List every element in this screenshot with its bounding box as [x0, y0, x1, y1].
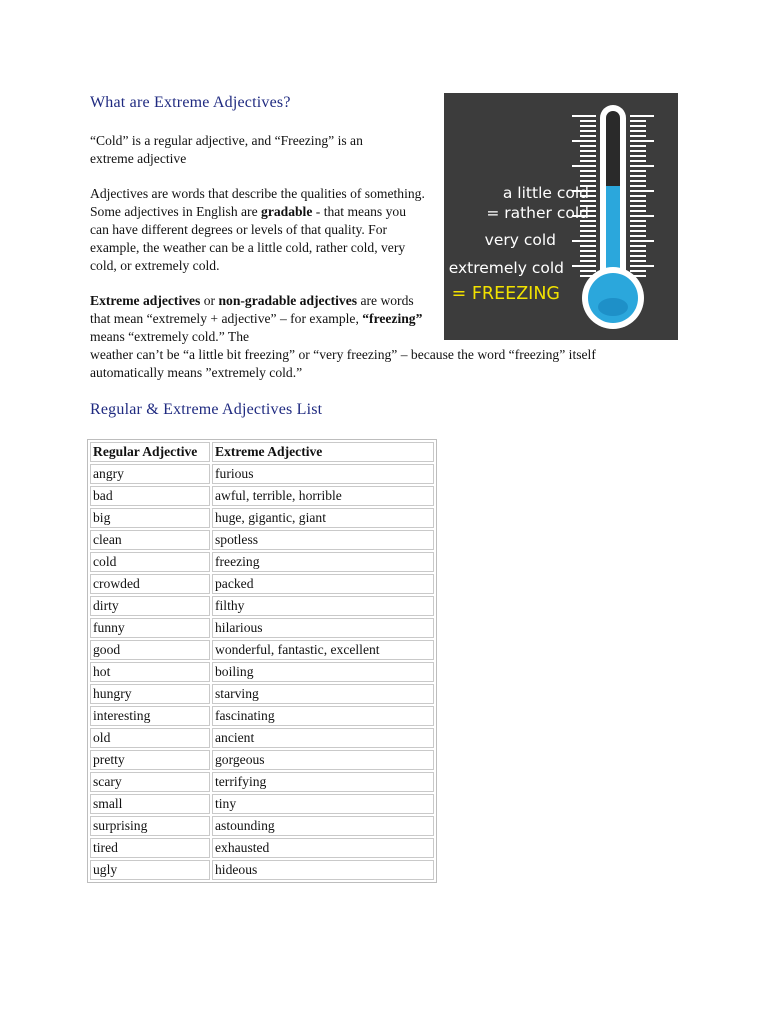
- thermometer-graphic: [444, 93, 678, 340]
- scale-tick: [630, 245, 646, 247]
- cell-regular-adjective: clean: [90, 530, 210, 550]
- cell-regular-adjective: cold: [90, 552, 210, 572]
- gradable-bold: gradable: [261, 204, 313, 219]
- scale-tick: [580, 180, 596, 182]
- scale-tick: [630, 270, 646, 272]
- scale-tick: [630, 210, 646, 212]
- table-row: [90, 486, 434, 506]
- cell-regular-adjective: angry: [90, 464, 210, 484]
- scale-tick: [580, 225, 596, 227]
- cell-extreme-adjective: starving: [212, 684, 434, 704]
- scale-tick: [580, 270, 596, 272]
- thermometer-image: [444, 93, 678, 340]
- scale-tick: [630, 225, 646, 227]
- cell-regular-adjective: big: [90, 508, 210, 528]
- cell-regular-adjective: hot: [90, 662, 210, 682]
- scale-tick: [580, 130, 596, 132]
- cell-extreme-adjective: fascinating: [212, 706, 434, 726]
- table-row: [90, 574, 434, 594]
- table-row: [90, 618, 434, 638]
- cell-extreme-adjective: boiling: [212, 662, 434, 682]
- extreme-bold-1: Extreme adjectives: [90, 293, 201, 308]
- scale-tick: [580, 245, 596, 247]
- scale-tick: [630, 140, 654, 142]
- scale-tick: [580, 260, 596, 262]
- cell-extreme-adjective: spotless: [212, 530, 434, 550]
- table-row: [90, 508, 434, 528]
- table-row: [90, 860, 434, 880]
- scale-tick: [630, 115, 654, 117]
- gradable-text-b: - that means you can have different degrees or levels of that quality. For example, the weather can be a little cold, rather cold, very cold, or extremely cold.: [90, 204, 406, 273]
- cell-regular-adjective: surprising: [90, 816, 210, 836]
- heading-extreme-adjectives: What are Extreme Adjectives?: [90, 94, 291, 111]
- cell-regular-adjective: dirty: [90, 596, 210, 616]
- gradable-text-a: Adjectives are words that describe the qualities of something. Some adjectives in English are: [90, 186, 425, 219]
- scale-tick: [630, 165, 654, 167]
- cell-extreme-adjective: gorgeous: [212, 750, 434, 770]
- thermo-label-a-little-cold: a little cold: [502, 184, 589, 202]
- cell-regular-adjective: crowded: [90, 574, 210, 594]
- scale-tick: [630, 230, 646, 232]
- extreme-bold-3: “freezing”: [362, 311, 423, 326]
- scale-tick: [630, 175, 646, 177]
- cell-extreme-adjective: hilarious: [212, 618, 434, 638]
- cell-extreme-adjective: furious: [212, 464, 434, 484]
- scale-tick: [580, 170, 596, 172]
- scale-tick: [630, 135, 646, 137]
- scale-tick: [630, 265, 654, 267]
- scale-tick: [630, 120, 646, 122]
- extreme-bold-2: non-gradable adjectives: [218, 293, 358, 308]
- cell-regular-adjective: hungry: [90, 684, 210, 704]
- table-header-row: [90, 442, 434, 462]
- scale-tick: [630, 255, 646, 257]
- thermo-label-freezing: = FREEZING: [451, 284, 560, 304]
- cell-regular-adjective: ugly: [90, 860, 210, 880]
- scale-tick: [630, 235, 646, 237]
- scale-tick: [630, 260, 646, 262]
- scale-tick: [572, 140, 596, 142]
- cell-extreme-adjective: astounding: [212, 816, 434, 836]
- table-row: [90, 838, 434, 858]
- scale-tick: [572, 115, 596, 117]
- cell-extreme-adjective: hideous: [212, 860, 434, 880]
- table-row: [90, 728, 434, 748]
- table-row: [90, 684, 434, 704]
- extreme-text-c: weather can’t be “a little bit freezing” or “very freezing” – because the word “freezing” itself automatically means ”extremely cold.”: [90, 347, 596, 380]
- cell-regular-adjective: pretty: [90, 750, 210, 770]
- scale-tick: [580, 230, 596, 232]
- scale-tick: [630, 240, 654, 242]
- extreme-or: or: [200, 293, 219, 308]
- scale-tick: [630, 170, 646, 172]
- scale-tick: [580, 120, 596, 122]
- cell-regular-adjective: scary: [90, 772, 210, 792]
- table-row: [90, 816, 434, 836]
- scale-tick: [630, 155, 646, 157]
- table-row: [90, 552, 434, 572]
- scale-tick: [630, 200, 646, 202]
- cell-extreme-adjective: exhausted: [212, 838, 434, 858]
- scale-tick: [630, 205, 646, 207]
- thermo-label-extremely-cold: extremely cold: [448, 259, 564, 277]
- table-row: [90, 640, 434, 660]
- cell-extreme-adjective: huge, gigantic, giant: [212, 508, 434, 528]
- cell-extreme-adjective: tiny: [212, 794, 434, 814]
- scale-tick: [630, 180, 646, 182]
- cell-extreme-adjective: freezing: [212, 552, 434, 572]
- gradable-paragraph: [90, 185, 425, 275]
- scale-tick: [580, 135, 596, 137]
- scale-tick: [580, 235, 596, 237]
- cell-regular-adjective: bad: [90, 486, 210, 506]
- table-row: [90, 794, 434, 814]
- cell-extreme-adjective: filthy: [212, 596, 434, 616]
- table-row: [90, 750, 434, 770]
- cell-extreme-adjective: awful, terrible, horrible: [212, 486, 434, 506]
- thermometer-bulb-shine: [598, 298, 628, 316]
- scale-tick: [580, 150, 596, 152]
- header-regular-adjective: Regular Adjective: [90, 442, 210, 462]
- table-row: [90, 772, 434, 792]
- table-row: [90, 464, 434, 484]
- table-row: [90, 530, 434, 550]
- adjectives-table: [87, 439, 437, 883]
- table-row: [90, 596, 434, 616]
- intro-paragraph: “Cold” is a regular adjective, and “Freezing” is an extreme adjective: [90, 133, 363, 166]
- scale-tick: [580, 175, 596, 177]
- extreme-paragraph-narrow: [90, 292, 425, 346]
- cell-regular-adjective: funny: [90, 618, 210, 638]
- scale-tick: [572, 265, 596, 267]
- scale-tick: [572, 165, 596, 167]
- scale-tick: [630, 190, 654, 192]
- scale-tick: [630, 150, 646, 152]
- scale-tick: [630, 185, 646, 187]
- table-row: [90, 662, 434, 682]
- scale-tick: [630, 145, 646, 147]
- scale-tick: [630, 160, 646, 162]
- cell-regular-adjective: tired: [90, 838, 210, 858]
- scale-tick: [630, 220, 646, 222]
- cell-extreme-adjective: ancient: [212, 728, 434, 748]
- scale-tick: [580, 255, 596, 257]
- cell-regular-adjective: old: [90, 728, 210, 748]
- cell-extreme-adjective: terrifying: [212, 772, 434, 792]
- cell-extreme-adjective: wonderful, fantastic, excellent: [212, 640, 434, 660]
- scale-tick: [630, 250, 646, 252]
- cell-regular-adjective: good: [90, 640, 210, 660]
- scale-tick: [580, 125, 596, 127]
- scale-tick: [580, 250, 596, 252]
- header-extreme-adjective: Extreme Adjective: [212, 442, 434, 462]
- cell-regular-adjective: small: [90, 794, 210, 814]
- scale-tick: [630, 215, 654, 217]
- scale-tick: [580, 145, 596, 147]
- scale-tick: [580, 160, 596, 162]
- cell-regular-adjective: interesting: [90, 706, 210, 726]
- extreme-text-a: are words that mean “extremely + adjective” – for example,: [90, 293, 414, 326]
- scale-tick: [630, 125, 646, 127]
- thermo-label-very-cold: very cold: [484, 231, 556, 249]
- heading-adjectives-list: Regular & Extreme Adjectives List: [90, 401, 323, 418]
- scale-tick: [572, 240, 596, 242]
- scale-tick: [580, 155, 596, 157]
- cell-extreme-adjective: packed: [212, 574, 434, 594]
- table-row: [90, 706, 434, 726]
- extreme-text-b: means “extremely cold.” The: [90, 329, 250, 344]
- scale-tick: [630, 130, 646, 132]
- thermo-label-rather-cold: = rather cold: [486, 204, 589, 222]
- scale-tick: [630, 195, 646, 197]
